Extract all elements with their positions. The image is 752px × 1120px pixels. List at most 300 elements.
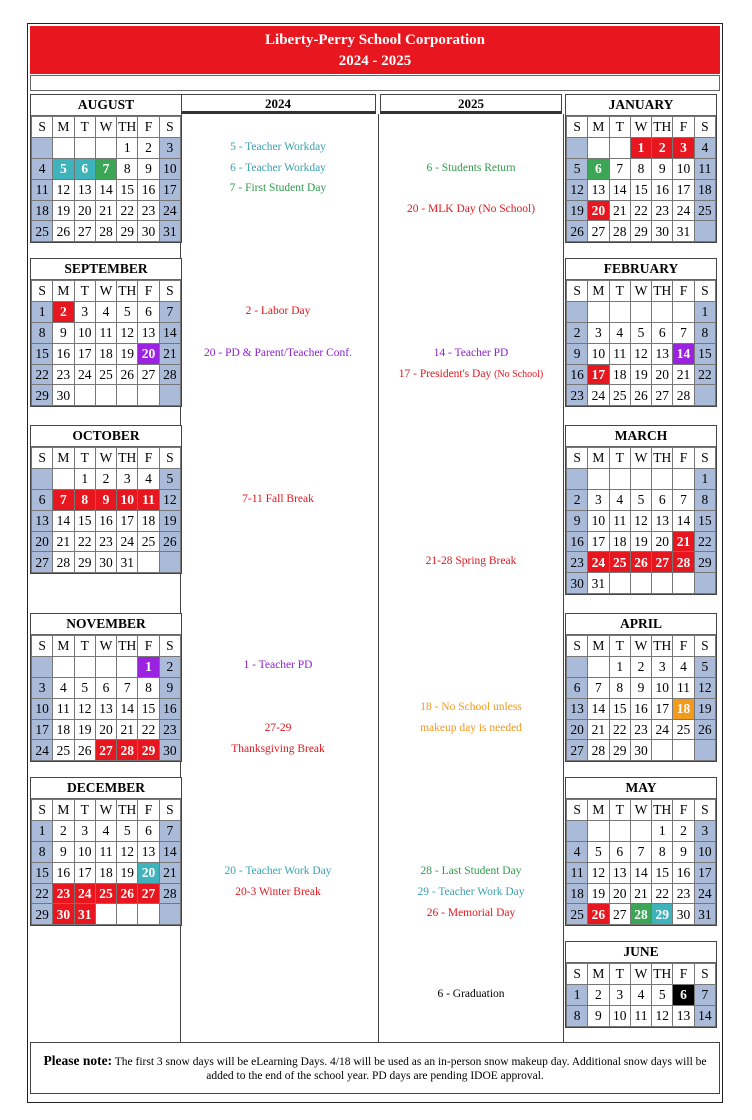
empty-day-cell <box>694 385 715 406</box>
weekday-label: S <box>32 281 53 302</box>
day-cell: 28 <box>673 552 694 573</box>
day-cell: 9 <box>567 343 588 364</box>
column-header-2025: 2025 <box>380 94 562 114</box>
day-cell: 19 <box>53 200 74 221</box>
day-cell: 10 <box>117 489 138 510</box>
day-cell: 25 <box>53 740 74 761</box>
weekday-label: W <box>630 448 651 469</box>
week-row <box>32 862 181 883</box>
month-grid <box>566 635 716 761</box>
calendar-november <box>30 613 182 762</box>
weekday-label: M <box>588 117 609 138</box>
day-cell: 12 <box>652 1005 673 1026</box>
weekday-label: S <box>567 964 588 985</box>
day-cell: 23 <box>138 200 159 221</box>
weekday-label: M <box>588 800 609 821</box>
day-cell: 11 <box>95 841 116 862</box>
weekday-label: F <box>673 281 694 302</box>
day-cell: 11 <box>567 862 588 883</box>
empty-day-cell <box>609 468 630 489</box>
week-row <box>32 552 181 573</box>
day-cell: 10 <box>32 698 53 719</box>
month-title: NOVEMBER <box>31 614 181 635</box>
empty-day-cell <box>74 137 95 158</box>
day-cell: 15 <box>32 862 53 883</box>
day-cell: 9 <box>567 510 588 531</box>
day-cell: 24 <box>74 883 95 904</box>
weekday-label: M <box>53 117 74 138</box>
weekday-label: F <box>138 800 159 821</box>
day-cell: 5 <box>630 322 651 343</box>
week-row <box>567 820 716 841</box>
day-cell: 22 <box>32 883 53 904</box>
event-winter-break: 20-3 Winter Break <box>235 886 321 898</box>
day-cell: 13 <box>138 841 159 862</box>
day-cell: 27 <box>138 883 159 904</box>
calendar-may <box>565 777 717 926</box>
week-row <box>32 343 181 364</box>
day-cell: 3 <box>117 468 138 489</box>
day-cell: 25 <box>138 531 159 552</box>
day-cell: 7 <box>159 820 180 841</box>
event-apr-18-line2: makeup day is needed <box>420 722 522 734</box>
day-cell: 30 <box>138 221 159 242</box>
weekday-label: S <box>159 281 180 302</box>
day-cell: 23 <box>159 719 180 740</box>
week-row <box>567 385 716 406</box>
weekday-label: T <box>609 800 630 821</box>
day-cell: 13 <box>652 343 673 364</box>
day-cell: 11 <box>95 322 116 343</box>
week-row <box>32 364 181 385</box>
day-cell: 16 <box>159 698 180 719</box>
day-cell: 3 <box>159 137 180 158</box>
weekday-label: F <box>673 448 694 469</box>
note-label: Please note: <box>43 1053 113 1068</box>
day-cell: 12 <box>588 862 609 883</box>
month-title: JANUARY <box>566 95 716 116</box>
week-row <box>567 719 716 740</box>
day-cell: 9 <box>652 158 673 179</box>
day-cell: 21 <box>53 531 74 552</box>
empty-day-cell <box>117 385 138 406</box>
weekday-label: F <box>673 964 694 985</box>
empty-day-cell <box>95 656 116 677</box>
weekday-label: S <box>694 964 715 985</box>
weekday-label: W <box>95 448 116 469</box>
day-cell: 16 <box>95 510 116 531</box>
empty-day-cell <box>630 820 651 841</box>
day-cell: 22 <box>630 200 651 221</box>
day-cell: 5 <box>588 841 609 862</box>
week-row <box>567 740 716 761</box>
empty-day-cell <box>117 904 138 925</box>
day-cell: 27 <box>95 740 116 761</box>
day-cell: 20 <box>138 862 159 883</box>
day-cell: 1 <box>138 656 159 677</box>
day-cell: 2 <box>588 984 609 1005</box>
empty-day-cell <box>652 740 673 761</box>
week-row <box>567 1005 716 1026</box>
day-cell: 26 <box>74 740 95 761</box>
weekday-header-row <box>567 117 716 138</box>
day-cell: 31 <box>673 221 694 242</box>
day-cell: 11 <box>609 343 630 364</box>
empty-day-cell <box>95 385 116 406</box>
empty-day-cell <box>567 301 588 322</box>
weekday-label: TH <box>652 800 673 821</box>
day-cell: 20 <box>588 200 609 221</box>
weekday-label: T <box>74 636 95 657</box>
week-row <box>567 322 716 343</box>
day-cell: 9 <box>138 158 159 179</box>
week-row <box>567 904 716 925</box>
weekday-label: TH <box>652 117 673 138</box>
day-cell: 1 <box>117 137 138 158</box>
day-cell: 17 <box>74 862 95 883</box>
weekday-label: F <box>138 448 159 469</box>
week-row <box>567 179 716 200</box>
week-row <box>32 179 181 200</box>
day-cell: 23 <box>630 719 651 740</box>
week-row <box>567 137 716 158</box>
day-cell: 3 <box>652 656 673 677</box>
day-cell: 27 <box>74 221 95 242</box>
month-title: SEPTEMBER <box>31 259 181 280</box>
month-grid <box>566 116 716 242</box>
week-row <box>32 531 181 552</box>
weekday-label: M <box>53 448 74 469</box>
week-row <box>567 200 716 221</box>
day-cell: 3 <box>694 820 715 841</box>
week-row <box>567 698 716 719</box>
day-cell: 3 <box>32 677 53 698</box>
weekday-label: TH <box>652 964 673 985</box>
empty-day-cell <box>117 656 138 677</box>
empty-day-cell <box>32 137 53 158</box>
weekday-label: W <box>95 636 116 657</box>
week-row <box>567 221 716 242</box>
day-cell: 12 <box>630 343 651 364</box>
weekday-label: S <box>159 800 180 821</box>
empty-day-cell <box>588 656 609 677</box>
calendar-august <box>30 94 182 243</box>
day-cell: 21 <box>159 862 180 883</box>
day-cell: 19 <box>630 531 651 552</box>
day-cell: 13 <box>138 322 159 343</box>
day-cell: 30 <box>159 740 180 761</box>
day-cell: 10 <box>652 677 673 698</box>
week-row <box>567 862 716 883</box>
day-cell: 17 <box>652 698 673 719</box>
day-cell: 11 <box>32 179 53 200</box>
weekday-header-row <box>567 800 716 821</box>
empty-day-cell <box>74 656 95 677</box>
day-cell: 19 <box>117 862 138 883</box>
day-cell: 30 <box>567 573 588 594</box>
weekday-label: T <box>74 448 95 469</box>
event-sep-20: 20 - PD & Parent/Teacher Conf. <box>203 347 353 359</box>
day-cell: 10 <box>609 1005 630 1026</box>
month-title: DECEMBER <box>31 778 181 799</box>
empty-day-cell <box>630 573 651 594</box>
empty-day-cell <box>159 904 180 925</box>
month-title: FEBRUARY <box>566 259 716 280</box>
week-row <box>32 322 181 343</box>
empty-day-cell <box>694 573 715 594</box>
weekday-label: W <box>95 800 116 821</box>
day-cell: 31 <box>588 573 609 594</box>
day-cell: 26 <box>53 221 74 242</box>
day-cell: 29 <box>32 385 53 406</box>
day-cell: 3 <box>74 301 95 322</box>
weekday-label: T <box>609 636 630 657</box>
day-cell: 22 <box>138 719 159 740</box>
day-cell: 1 <box>32 301 53 322</box>
empty-day-cell <box>159 385 180 406</box>
weekday-label: S <box>32 117 53 138</box>
day-cell: 16 <box>567 364 588 385</box>
day-cell: 11 <box>138 489 159 510</box>
empty-day-cell <box>588 137 609 158</box>
month-grid <box>566 447 716 594</box>
week-row <box>32 740 181 761</box>
event-aug-7: 7 - First Student Day <box>229 182 327 194</box>
day-cell: 8 <box>652 841 673 862</box>
calendar-october <box>30 425 182 574</box>
empty-day-cell <box>588 468 609 489</box>
day-cell: 17 <box>588 531 609 552</box>
day-cell: 25 <box>609 552 630 573</box>
day-cell: 24 <box>588 385 609 406</box>
footer-note <box>30 1042 720 1094</box>
day-cell: 5 <box>117 301 138 322</box>
day-cell: 24 <box>694 883 715 904</box>
day-cell: 20 <box>74 200 95 221</box>
empty-day-cell <box>138 552 159 573</box>
day-cell: 5 <box>117 820 138 841</box>
day-cell: 28 <box>53 552 74 573</box>
day-cell: 8 <box>117 158 138 179</box>
day-cell: 9 <box>53 841 74 862</box>
day-cell: 2 <box>630 656 651 677</box>
event-spring-break: 21-28 Spring Break <box>425 555 517 567</box>
day-cell: 3 <box>588 489 609 510</box>
day-cell: 4 <box>630 984 651 1005</box>
day-cell: 23 <box>95 531 116 552</box>
title-banner <box>30 26 720 74</box>
empty-day-cell <box>32 656 53 677</box>
day-cell: 29 <box>652 904 673 925</box>
day-cell: 4 <box>95 820 116 841</box>
day-cell: 28 <box>609 221 630 242</box>
day-cell: 5 <box>159 468 180 489</box>
day-cell: 18 <box>95 862 116 883</box>
weekday-label: TH <box>652 448 673 469</box>
weekday-label: F <box>138 281 159 302</box>
weekday-label: M <box>53 800 74 821</box>
day-cell: 21 <box>159 343 180 364</box>
day-cell: 13 <box>652 510 673 531</box>
day-cell: 26 <box>159 531 180 552</box>
day-cell: 16 <box>138 179 159 200</box>
day-cell: 6 <box>652 322 673 343</box>
day-cell: 2 <box>53 820 74 841</box>
weekday-label: M <box>588 636 609 657</box>
day-cell: 21 <box>630 883 651 904</box>
empty-day-cell <box>74 385 95 406</box>
event-feb-14: 14 - Teacher PD <box>433 347 509 359</box>
weekday-label: W <box>630 964 651 985</box>
day-cell: 19 <box>588 883 609 904</box>
calendar-february <box>565 258 717 407</box>
day-cell: 5 <box>652 984 673 1005</box>
day-cell: 14 <box>694 1005 715 1026</box>
calendar-june <box>565 941 717 1028</box>
day-cell: 25 <box>95 364 116 385</box>
day-cell: 27 <box>567 740 588 761</box>
day-cell: 19 <box>159 510 180 531</box>
day-cell: 4 <box>694 137 715 158</box>
weekday-label: M <box>588 448 609 469</box>
weekday-header-row <box>567 281 716 302</box>
day-cell: 9 <box>588 1005 609 1026</box>
calendar-january <box>565 94 717 243</box>
day-cell: 29 <box>609 740 630 761</box>
day-cell: 17 <box>32 719 53 740</box>
weekday-label: TH <box>652 281 673 302</box>
day-cell: 19 <box>694 698 715 719</box>
week-row <box>32 677 181 698</box>
day-cell: 31 <box>117 552 138 573</box>
day-cell: 29 <box>74 552 95 573</box>
day-cell: 26 <box>567 221 588 242</box>
day-cell: 7 <box>159 301 180 322</box>
week-row <box>567 158 716 179</box>
event-thanksgiving: Thanksgiving Break <box>231 743 325 755</box>
empty-day-cell <box>53 137 74 158</box>
day-cell: 22 <box>694 531 715 552</box>
day-cell: 14 <box>609 179 630 200</box>
week-row <box>32 510 181 531</box>
weekday-label: S <box>567 800 588 821</box>
event-nov-1: 1 - Teacher PD <box>243 659 313 671</box>
day-cell: 13 <box>609 862 630 883</box>
weekday-label: F <box>673 636 694 657</box>
day-cell: 27 <box>32 552 53 573</box>
day-cell: 10 <box>159 158 180 179</box>
day-cell: 24 <box>159 200 180 221</box>
weekday-label: W <box>630 117 651 138</box>
day-cell: 6 <box>95 677 116 698</box>
event-jan-20: 20 - MLK Day (No School) <box>406 203 536 215</box>
day-cell: 1 <box>609 656 630 677</box>
week-row <box>567 343 716 364</box>
day-cell: 6 <box>567 677 588 698</box>
event-nov-27-29: 27-29 <box>264 722 292 734</box>
event-feb-17 <box>380 368 562 380</box>
day-cell: 2 <box>138 137 159 158</box>
weekday-header-row <box>567 448 716 469</box>
day-cell: 25 <box>32 221 53 242</box>
day-cell: 16 <box>652 179 673 200</box>
day-cell: 6 <box>652 489 673 510</box>
day-cell: 30 <box>53 385 74 406</box>
weekday-label: S <box>694 636 715 657</box>
day-cell: 12 <box>630 510 651 531</box>
day-cell: 8 <box>32 841 53 862</box>
day-cell: 16 <box>53 862 74 883</box>
day-cell: 15 <box>694 343 715 364</box>
day-cell: 23 <box>673 883 694 904</box>
day-cell: 22 <box>117 200 138 221</box>
day-cell: 6 <box>588 158 609 179</box>
weekday-label: TH <box>652 636 673 657</box>
empty-day-cell <box>53 468 74 489</box>
weekday-label: S <box>32 636 53 657</box>
weekday-label: W <box>630 281 651 302</box>
month-title: AUGUST <box>31 95 181 116</box>
day-cell: 10 <box>588 510 609 531</box>
day-cell: 8 <box>694 489 715 510</box>
day-cell: 22 <box>652 883 673 904</box>
day-cell: 3 <box>74 820 95 841</box>
weekday-label: M <box>53 281 74 302</box>
week-row <box>567 677 716 698</box>
day-cell: 26 <box>694 719 715 740</box>
empty-day-cell <box>652 468 673 489</box>
day-cell: 18 <box>609 531 630 552</box>
day-cell: 15 <box>117 179 138 200</box>
empty-day-cell <box>567 656 588 677</box>
weekday-header-row <box>32 636 181 657</box>
month-grid <box>31 116 181 242</box>
month-grid <box>566 280 716 406</box>
day-cell: 18 <box>567 883 588 904</box>
weekday-label: T <box>74 117 95 138</box>
day-cell: 27 <box>652 385 673 406</box>
day-cell: 15 <box>630 179 651 200</box>
week-row <box>32 385 181 406</box>
week-row <box>567 301 716 322</box>
day-cell: 13 <box>673 1005 694 1026</box>
day-cell: 13 <box>74 179 95 200</box>
day-cell: 27 <box>609 904 630 925</box>
day-cell: 4 <box>32 158 53 179</box>
day-cell: 23 <box>53 364 74 385</box>
weekday-label: F <box>673 800 694 821</box>
day-cell: 2 <box>95 468 116 489</box>
empty-day-cell <box>567 468 588 489</box>
weekday-header-row <box>32 800 181 821</box>
day-cell: 23 <box>567 385 588 406</box>
day-cell: 19 <box>74 719 95 740</box>
day-cell: 29 <box>138 740 159 761</box>
week-row <box>567 531 716 552</box>
day-cell: 7 <box>53 489 74 510</box>
day-cell: 15 <box>32 343 53 364</box>
day-cell: 17 <box>159 179 180 200</box>
day-cell: 2 <box>159 656 180 677</box>
day-cell: 7 <box>630 841 651 862</box>
weekday-label: T <box>609 964 630 985</box>
empty-day-cell <box>694 221 715 242</box>
day-cell: 12 <box>159 489 180 510</box>
day-cell: 15 <box>138 698 159 719</box>
week-row <box>32 841 181 862</box>
day-cell: 18 <box>95 343 116 364</box>
week-row <box>567 468 716 489</box>
